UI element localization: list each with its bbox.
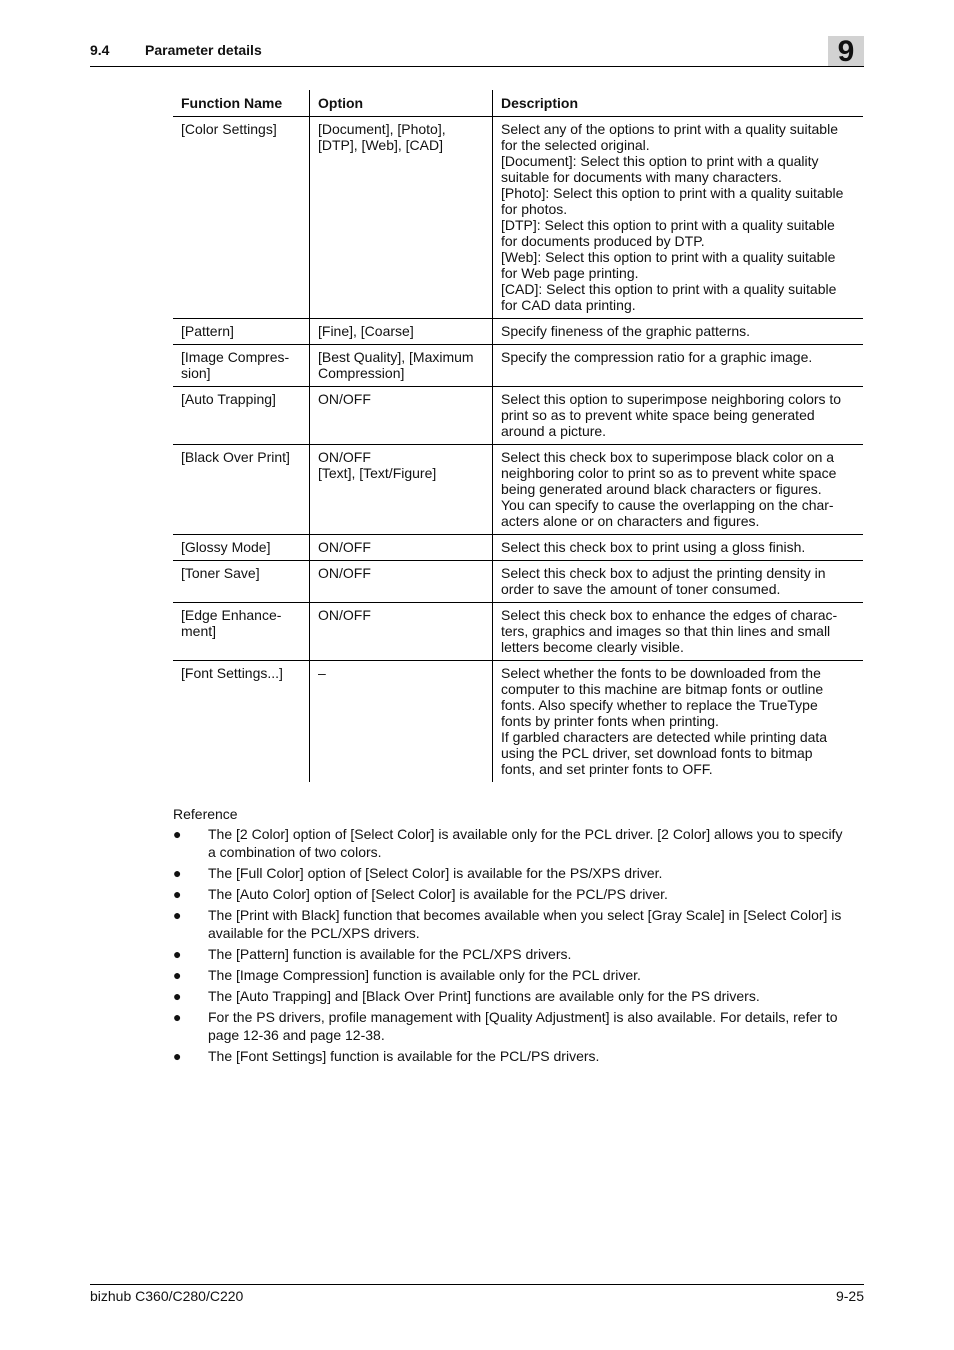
cell-text-line: using the PCL driver, set download fonts to bitmap (501, 745, 813, 761)
option-cell (310, 117, 493, 319)
cell-text-line: sion] (181, 365, 211, 381)
bullet-icon: ● (173, 988, 182, 1004)
cell-text-line: You can specify to cause the overlapping on the char- (501, 497, 834, 513)
reference-text-line: For the PS drivers, profile management with [Quality Adjustment] is also available. For details, refer to (208, 1009, 838, 1025)
cell-text-line: ment] (181, 623, 217, 639)
reference-text-line: The [Auto Trapping] and [Black Over Print] functions are available only for the PS drivers. (208, 988, 760, 1004)
reference-text-line: The [Print with Black] function that becomes available when you select [Gray Scale] in [Select Color] is (208, 907, 842, 923)
cell-text-line: around a picture. (501, 423, 607, 439)
reference-item (173, 1047, 863, 1065)
reference-text-line: The [Full Color] option of [Select Color] is available for the PS/XPS driver. (208, 865, 663, 881)
cell-text-line: for documents produced by DTP. (501, 233, 705, 249)
cell-text-line: ON/OFF (318, 391, 371, 407)
cell-text-line: [Edge Enhance- (181, 607, 282, 623)
table-row (173, 603, 863, 661)
cell-text-line: If garbled characters are detected while printing data (501, 729, 828, 745)
reference-item (173, 945, 863, 963)
bullet-icon: ● (173, 907, 182, 923)
function-name-cell (173, 661, 310, 783)
table-row (173, 117, 863, 319)
cell-text-line: [Color Settings] (181, 121, 277, 137)
reference-item (173, 825, 863, 861)
cell-text-line: fonts by printer fonts when printing. (501, 713, 719, 729)
section-title: Parameter details (145, 42, 262, 58)
cell-text-line: [Document], [Photo], (318, 121, 446, 137)
cell-text-line: for CAD data printing. (501, 297, 636, 313)
reference-section (173, 805, 863, 1068)
cell-text-line: Select any of the options to print with a quality suitable (501, 121, 838, 137)
column-header-function-name: Function Name (173, 90, 310, 117)
cell-text-line: suitable for documents with many characters. (501, 169, 782, 185)
cell-text-line: [Photo]: Select this option to print with a quality suitable (501, 185, 844, 201)
cell-text-line: [Auto Trapping] (181, 391, 276, 407)
column-header-description: Description (493, 90, 864, 117)
option-cell (310, 535, 493, 561)
reference-text-line: The [Font Settings] function is available for the PCL/PS drivers. (208, 1048, 600, 1064)
option-cell (310, 661, 493, 783)
cell-text-line: order to save the amount of toner consumed. (501, 581, 781, 597)
reference-list (173, 825, 863, 1065)
cell-text-line: ON/OFF (318, 607, 371, 623)
reference-text-line: The [2 Color] option of [Select Color] is available only for the PCL driver. [2 Color] allows you to specify (208, 826, 843, 842)
cell-text-line: [Best Quality], [Maximum (318, 349, 474, 365)
cell-text-line: [Font Settings...] (181, 665, 283, 681)
function-name-cell (173, 319, 310, 345)
table-row (173, 661, 863, 783)
cell-text-line: [Pattern] (181, 323, 234, 339)
cell-text-line: [Black Over Print] (181, 449, 290, 465)
cell-text-line: [DTP], [Web], [CAD] (318, 137, 443, 153)
cell-text-line: ON/OFF (318, 449, 371, 465)
description-cell (493, 661, 864, 783)
bullet-icon: ● (173, 946, 182, 962)
function-name-cell (173, 445, 310, 535)
cell-text-line: Select this check box to enhance the edges of charac- (501, 607, 838, 623)
description-cell (493, 445, 864, 535)
description-cell (493, 345, 864, 387)
page-footer (90, 1284, 864, 1304)
reference-item (173, 906, 863, 942)
cell-text-line: Select this check box to print using a gloss finish. (501, 539, 806, 555)
cell-text-line: [Fine], [Coarse] (318, 323, 414, 339)
cell-text-line: Compression] (318, 365, 405, 381)
function-name-cell (173, 535, 310, 561)
table-row (173, 345, 863, 387)
cell-text-line: [Document]: Select this option to print with a quality (501, 153, 819, 169)
table-row (173, 387, 863, 445)
bullet-icon: ● (173, 886, 182, 902)
option-cell (310, 603, 493, 661)
cell-text-line: Select this option to superimpose neighboring colors to (501, 391, 842, 407)
description-cell (493, 603, 864, 661)
cell-text-line: [DTP]: Select this option to print with a quality suitable (501, 217, 835, 233)
function-name-cell (173, 345, 310, 387)
reference-item (173, 987, 863, 1005)
cell-text-line: print so as to prevent white space being generated (501, 407, 815, 423)
page-header (90, 35, 864, 68)
description-cell (493, 535, 864, 561)
cell-text-line: letters become clearly visible. (501, 639, 684, 655)
description-cell (493, 387, 864, 445)
cell-text-line: fonts. Also specify whether to replace the TrueType (501, 697, 818, 713)
bullet-icon: ● (173, 967, 182, 983)
cell-text-line: Select this check box to adjust the printing density in (501, 565, 826, 581)
chapter-number-badge: 9 (828, 36, 864, 66)
table-row (173, 561, 863, 603)
cell-text-line: fonts, and set printer fonts to OFF. (501, 761, 713, 777)
cell-text-line: [Toner Save] (181, 565, 260, 581)
cell-text-line: neighboring color to print so as to prevent white space (501, 465, 837, 481)
cell-text-line: [Web]: Select this option to print with a quality suitable (501, 249, 836, 265)
cell-text-line: ON/OFF (318, 539, 371, 555)
function-name-cell (173, 561, 310, 603)
option-cell (310, 561, 493, 603)
reference-text-line: page 12-36 and page 12-38. (208, 1027, 385, 1043)
function-name-cell (173, 603, 310, 661)
cell-text-line: [Image Compres- (181, 349, 290, 365)
bullet-icon: ● (173, 1009, 182, 1025)
table-row (173, 445, 863, 535)
cell-text-line: for Web page printing. (501, 265, 639, 281)
reference-item (173, 966, 863, 984)
cell-text-line: [Glossy Mode] (181, 539, 271, 555)
description-cell (493, 561, 864, 603)
column-header-option: Option (310, 90, 493, 117)
cell-text-line: [Text], [Text/Figure] (318, 465, 437, 481)
reference-text-line: The [Image Compression] function is available only for the PCL driver. (208, 967, 641, 983)
reference-item (173, 885, 863, 903)
option-cell (310, 387, 493, 445)
reference-text-line: The [Auto Color] option of [Select Color] is available for the PCL/PS driver. (208, 886, 668, 902)
cell-text-line: for the selected original. (501, 137, 650, 153)
function-name-cell (173, 117, 310, 319)
cell-text-line: – (318, 665, 326, 681)
reference-item (173, 1008, 863, 1044)
table-header-row (173, 90, 863, 117)
cell-text-line: Specify fineness of the graphic patterns. (501, 323, 751, 339)
function-name-cell (173, 387, 310, 445)
cell-text-line: computer to this machine are bitmap fonts or outline (501, 681, 824, 697)
option-cell (310, 445, 493, 535)
cell-text-line: acters alone or on characters and figures. (501, 513, 760, 529)
table-row (173, 319, 863, 345)
cell-text-line: Select whether the fonts to be downloaded from the (501, 665, 821, 681)
reference-item (173, 864, 863, 882)
bullet-icon: ● (173, 865, 182, 881)
reference-text-line: a combination of two colors. (208, 844, 382, 860)
cell-text-line: being generated around black characters or figures. (501, 481, 822, 497)
bullet-icon: ● (173, 826, 182, 842)
cell-text-line: [CAD]: Select this option to print with a quality suitable (501, 281, 837, 297)
reference-text-line: The [Pattern] function is available for the PCL/XPS drivers. (208, 946, 572, 962)
cell-text-line: ters, graphics and images so that thin lines and small (501, 623, 831, 639)
page-number: 9-25 (835, 1288, 864, 1304)
parameter-table (173, 90, 863, 782)
cell-text-line: for photos. (501, 201, 568, 217)
reference-title: Reference (173, 806, 238, 822)
section-number: 9.4 (90, 42, 110, 58)
bullet-icon: ● (173, 1048, 182, 1064)
cell-text-line: ON/OFF (318, 565, 371, 581)
product-name: bizhub C360/C280/C220 (90, 1288, 244, 1304)
description-cell (493, 117, 864, 319)
cell-text-line: Select this check box to superimpose black color on a (501, 449, 835, 465)
description-cell (493, 319, 864, 345)
table-body (173, 117, 863, 783)
table-row (173, 535, 863, 561)
option-cell (310, 319, 493, 345)
reference-text-line: available for the PCL/XPS drivers. (208, 925, 420, 941)
cell-text-line: Specify the compression ratio for a graphic image. (501, 349, 813, 365)
option-cell (310, 345, 493, 387)
